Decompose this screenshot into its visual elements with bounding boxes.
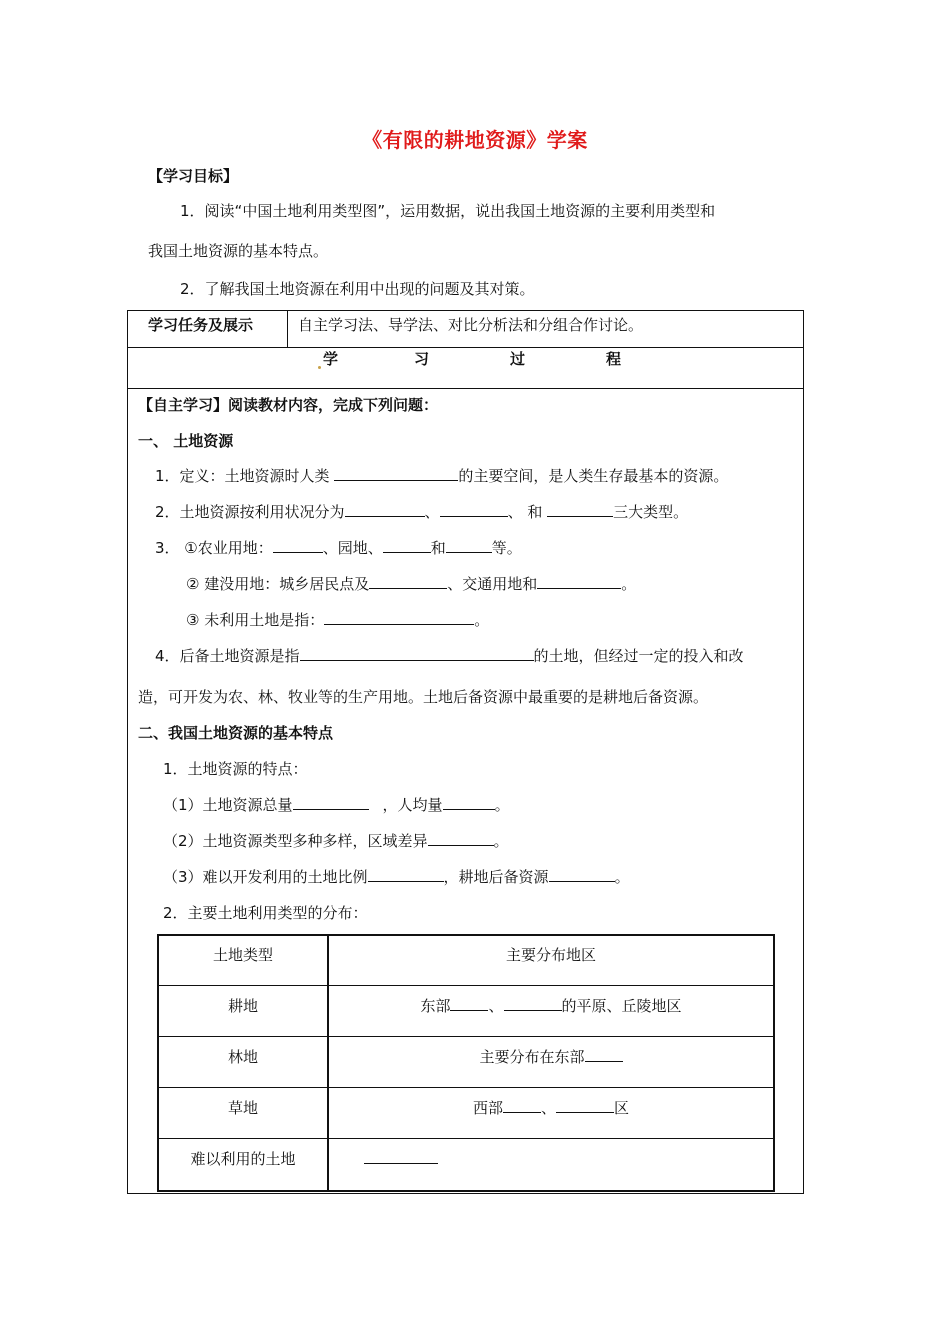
answer-blank[interactable]	[383, 538, 431, 553]
objectives-heading: 【学习目标】	[148, 167, 239, 185]
question-3-construction: ② 建没用地：城乡居民点及 、交通用地和 。	[186, 575, 637, 593]
answer-blank[interactable]	[547, 502, 613, 517]
page-title: 《有限的耕地资源》学案	[362, 128, 588, 152]
task-label: 学习任务及展示	[148, 316, 254, 334]
row-region-farmland: 东部 、 的平原、丘陵地区	[420, 997, 682, 1015]
table-divider	[157, 1036, 775, 1037]
answer-blank[interactable]	[293, 795, 369, 810]
column-header-region: 主要分布地区	[505, 946, 596, 964]
objective-1-line-1: 1．阅读“中国土地利用类型图”，运用数据，说出我国土地资源的主要利用类型和	[180, 202, 716, 220]
objective-2: 2．了解我国土地资源在利用中出现的问题及其对策。	[180, 280, 535, 298]
answer-blank[interactable]	[364, 1149, 438, 1164]
table-divider	[127, 347, 803, 348]
point-2: 2．主要土地利用类型的分布：	[163, 904, 368, 922]
question-4: 4．后备土地资源是指 的土地，但经过一定的投入和改	[155, 647, 744, 665]
table-divider	[157, 1087, 775, 1088]
question-3: 3． ①农业用地： 、园地、 和 等。	[155, 539, 522, 557]
study-methods: 自主学习法、导学法、对比分析法和分组合作讨论。	[298, 316, 644, 334]
marker-dot	[318, 366, 321, 369]
point-1: 1．土地资源的特点：	[163, 760, 308, 778]
table-divider	[157, 985, 775, 986]
process-heading: 学 习 过 程	[318, 349, 702, 369]
point-1-3: （3）难以开发利用的土地比例 ，耕地后备资源 。	[163, 868, 630, 886]
column-header-type: 土地类型	[212, 946, 273, 964]
point-1-2: （2）土地资源类型多种多样，区域差异 。	[163, 832, 509, 850]
answer-blank[interactable]	[549, 867, 615, 882]
answer-blank[interactable]	[324, 610, 474, 625]
answer-blank[interactable]	[345, 502, 425, 517]
answer-blank[interactable]	[273, 538, 323, 553]
question-3-unused: ③ 未利用土地是指： 。	[186, 611, 490, 629]
row-type-grassland: 草地	[227, 1099, 258, 1117]
answer-blank[interactable]	[368, 867, 444, 882]
point-1-1: （1）土地资源总量 ，人均量 。	[163, 796, 510, 814]
section-1-title: 一、 土地资源	[138, 432, 234, 450]
objective-1-line-2: 我国土地资源的基本特点。	[148, 242, 329, 260]
answer-blank[interactable]	[504, 996, 562, 1011]
answer-blank[interactable]	[334, 466, 458, 481]
section-2-title: 二、我国土地资源的基本特点	[138, 724, 334, 742]
answer-blank[interactable]	[585, 1047, 623, 1062]
answer-blank[interactable]	[443, 795, 495, 810]
answer-blank[interactable]	[450, 996, 488, 1011]
self-study-heading: 【自主学习】阅读教材内容，完成下列问题：	[138, 396, 439, 414]
row-region-forest: 主要分布在东部	[329, 1047, 773, 1067]
answer-blank[interactable]	[556, 1098, 614, 1113]
row-type-forest: 林地	[227, 1048, 258, 1066]
row-type-unusable: 难以利用的土地	[190, 1150, 296, 1168]
row-region-unusable	[364, 1149, 438, 1169]
row-type-farmland: 耕地	[227, 997, 258, 1015]
row-region-grassland: 西部 、 区	[472, 1099, 630, 1117]
answer-blank[interactable]	[537, 574, 621, 589]
table-divider	[287, 310, 288, 347]
table-divider	[127, 388, 803, 389]
question-2: 2．土地资源按利用状况分为 、 、 和 三大类型。	[155, 503, 689, 521]
question-1: 1．定义：土地资源时人类 的主要空间，是人类生存最基本的资源。	[155, 467, 729, 485]
answer-blank[interactable]	[440, 502, 508, 517]
answer-blank[interactable]	[428, 831, 494, 846]
answer-blank[interactable]	[300, 646, 534, 661]
answer-blank[interactable]	[503, 1098, 541, 1113]
answer-blank[interactable]	[369, 574, 447, 589]
answer-blank[interactable]	[446, 538, 492, 553]
table-divider	[157, 1138, 775, 1139]
question-4-line-2: 造，可开发为农、林、牧业等的生产用地。土地后备资源中最重要的是耕地后备资源。	[138, 688, 709, 706]
